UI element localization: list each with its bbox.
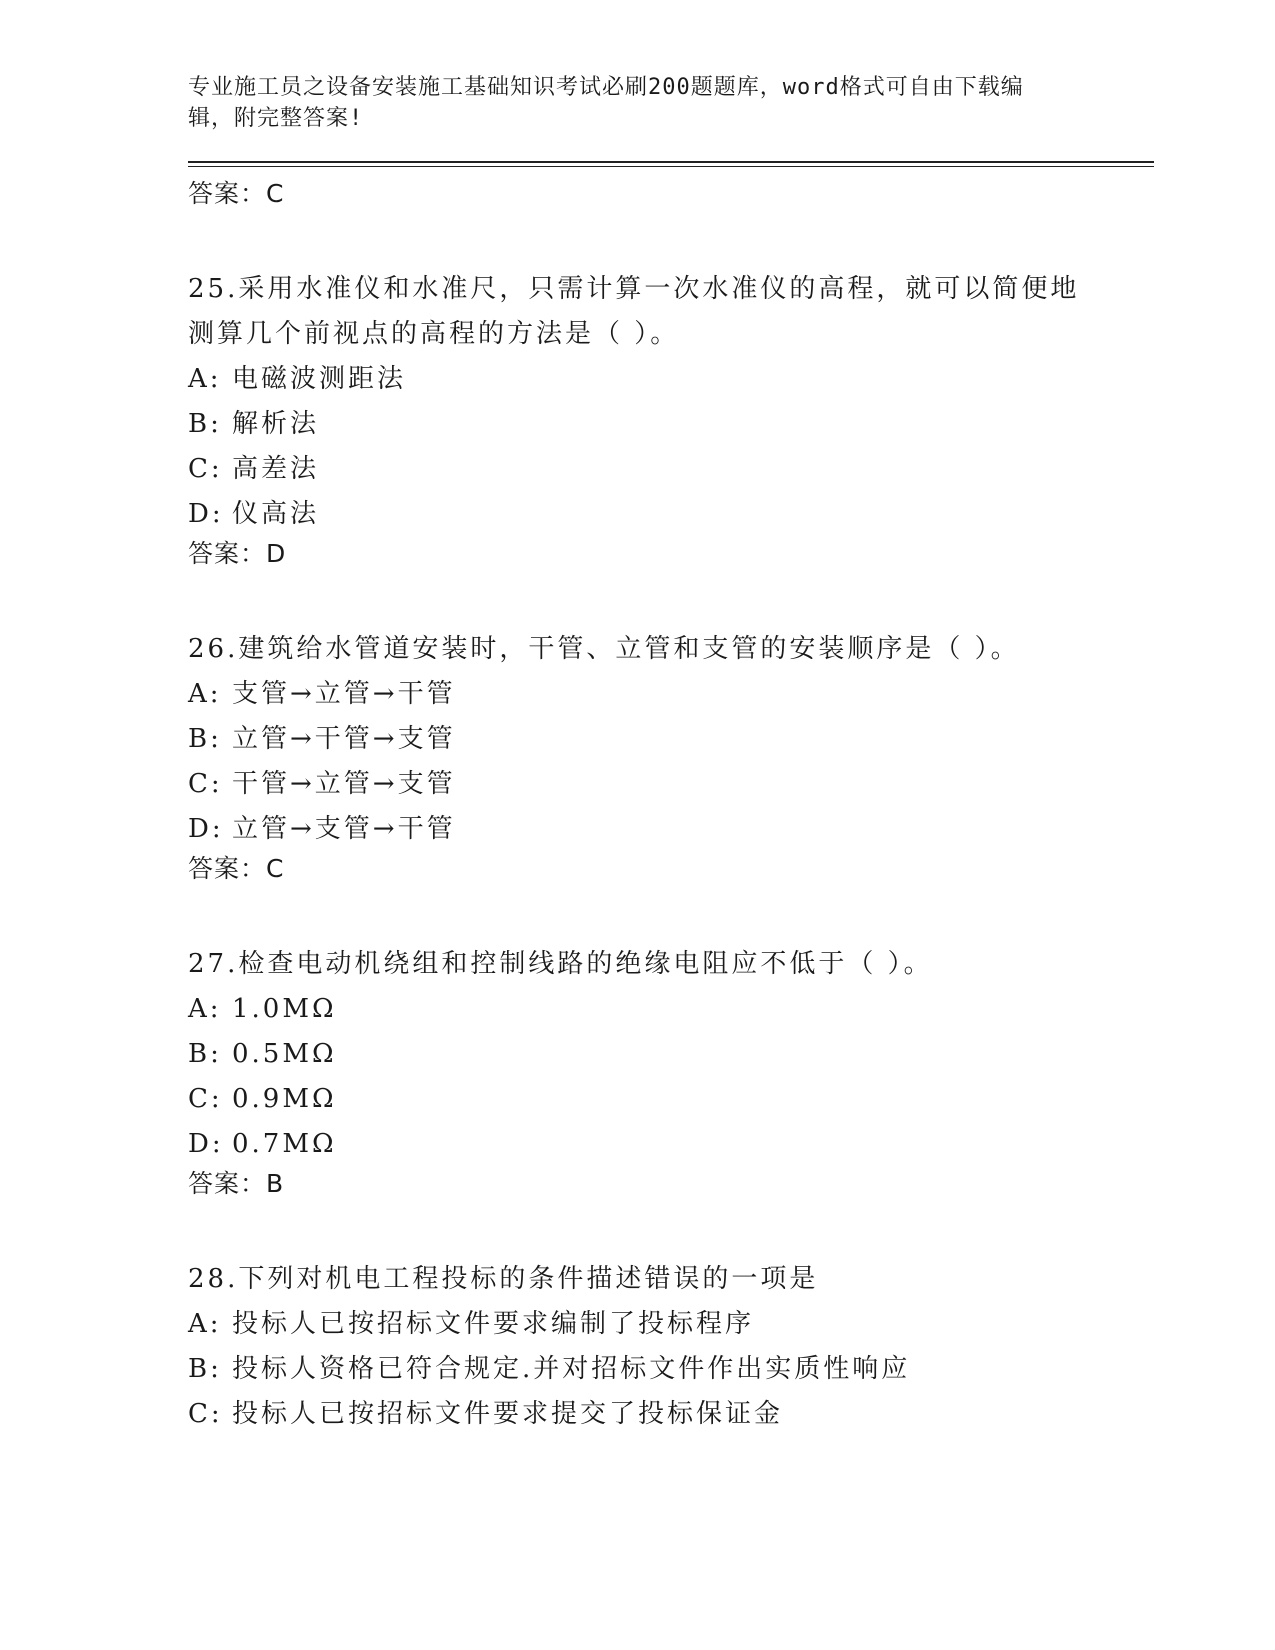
option-b (188, 402, 1148, 447)
option-c (188, 447, 1148, 492)
option-label: B: (188, 1354, 222, 1384)
document-header: 专业施工员之设备安装施工基础知识考试必刷200题题库，word格式可自由下载编辑，附完整答案! (188, 75, 1024, 131)
option-a (188, 672, 1148, 717)
divider-line-thick (188, 161, 1154, 163)
option-a (188, 357, 1148, 402)
previous-answer: 答案：C (188, 179, 285, 208)
question-25 (188, 267, 1148, 571)
option-text: 高差法 (232, 454, 320, 484)
option-label: A: (188, 994, 222, 1024)
answer: 答案：C (188, 854, 285, 883)
option-text: 投标人资格已符合规定.并对招标文件作出实质性响应 (232, 1354, 911, 1384)
option-label: A: (188, 1309, 222, 1339)
option-text: 立管→干管→支管 (232, 724, 456, 754)
option-b (188, 717, 1148, 762)
option-a (188, 1302, 1148, 1347)
option-label: A: (188, 364, 222, 394)
option-text: 仪高法 (232, 499, 320, 529)
option-label: B: (188, 1039, 222, 1069)
option-text: 0.7MΩ (232, 1129, 337, 1159)
option-label: D: (188, 814, 224, 844)
option-text: 1.0MΩ (232, 994, 337, 1024)
option-text: 解析法 (232, 409, 320, 439)
option-label: B: (188, 409, 222, 439)
question-stem: 27.检查电动机绕组和控制线路的绝缘电阻应不低于（ ）。 (188, 949, 933, 979)
option-text: 投标人已按招标文件要求编制了投标程序 (232, 1309, 755, 1339)
option-b (188, 1347, 1148, 1392)
option-text: 电磁波测距法 (232, 364, 407, 394)
option-text: 投标人已按招标文件要求提交了投标保证金 (232, 1399, 784, 1429)
option-a (188, 987, 1148, 1032)
answer: 答案：B (188, 1169, 285, 1198)
option-label: C: (188, 1399, 223, 1429)
option-label: B: (188, 724, 222, 754)
document-page (188, 72, 1148, 1437)
question-stem: 26.建筑给水管道安装时，干管、立管和支管的安装顺序是（ ）。 (188, 634, 1020, 664)
question-26 (188, 627, 1148, 886)
question-stem: 28.下列对机电工程投标的条件描述错误的一项是 (188, 1264, 819, 1294)
option-text: 0.5MΩ (232, 1039, 337, 1069)
option-c (188, 762, 1148, 807)
question-28 (188, 1257, 1148, 1437)
option-d (188, 1122, 1148, 1167)
divider-line-thin (188, 166, 1154, 167)
option-text: 0.9MΩ (232, 1084, 337, 1114)
option-label: C: (188, 454, 223, 484)
option-label: D: (188, 499, 224, 529)
option-label: C: (188, 1084, 223, 1114)
answer: 答案：D (188, 539, 287, 568)
option-d (188, 807, 1148, 852)
header-divider (188, 161, 1154, 167)
option-d (188, 492, 1148, 537)
question-27 (188, 942, 1148, 1201)
option-c (188, 1077, 1148, 1122)
option-c (188, 1392, 1148, 1437)
option-label: C: (188, 769, 223, 799)
option-label: A: (188, 679, 222, 709)
option-text: 立管→支管→干管 (232, 814, 456, 844)
option-text: 干管→立管→支管 (232, 769, 456, 799)
question-stem: 25.采用水准仪和水准尺，只需计算一次水准仪的高程，就可以简便地测算几个前视点的高程的方法是（ ）。 (188, 274, 1080, 349)
option-b (188, 1032, 1148, 1077)
option-text: 支管→立管→干管 (232, 679, 456, 709)
option-label: D: (188, 1129, 224, 1159)
